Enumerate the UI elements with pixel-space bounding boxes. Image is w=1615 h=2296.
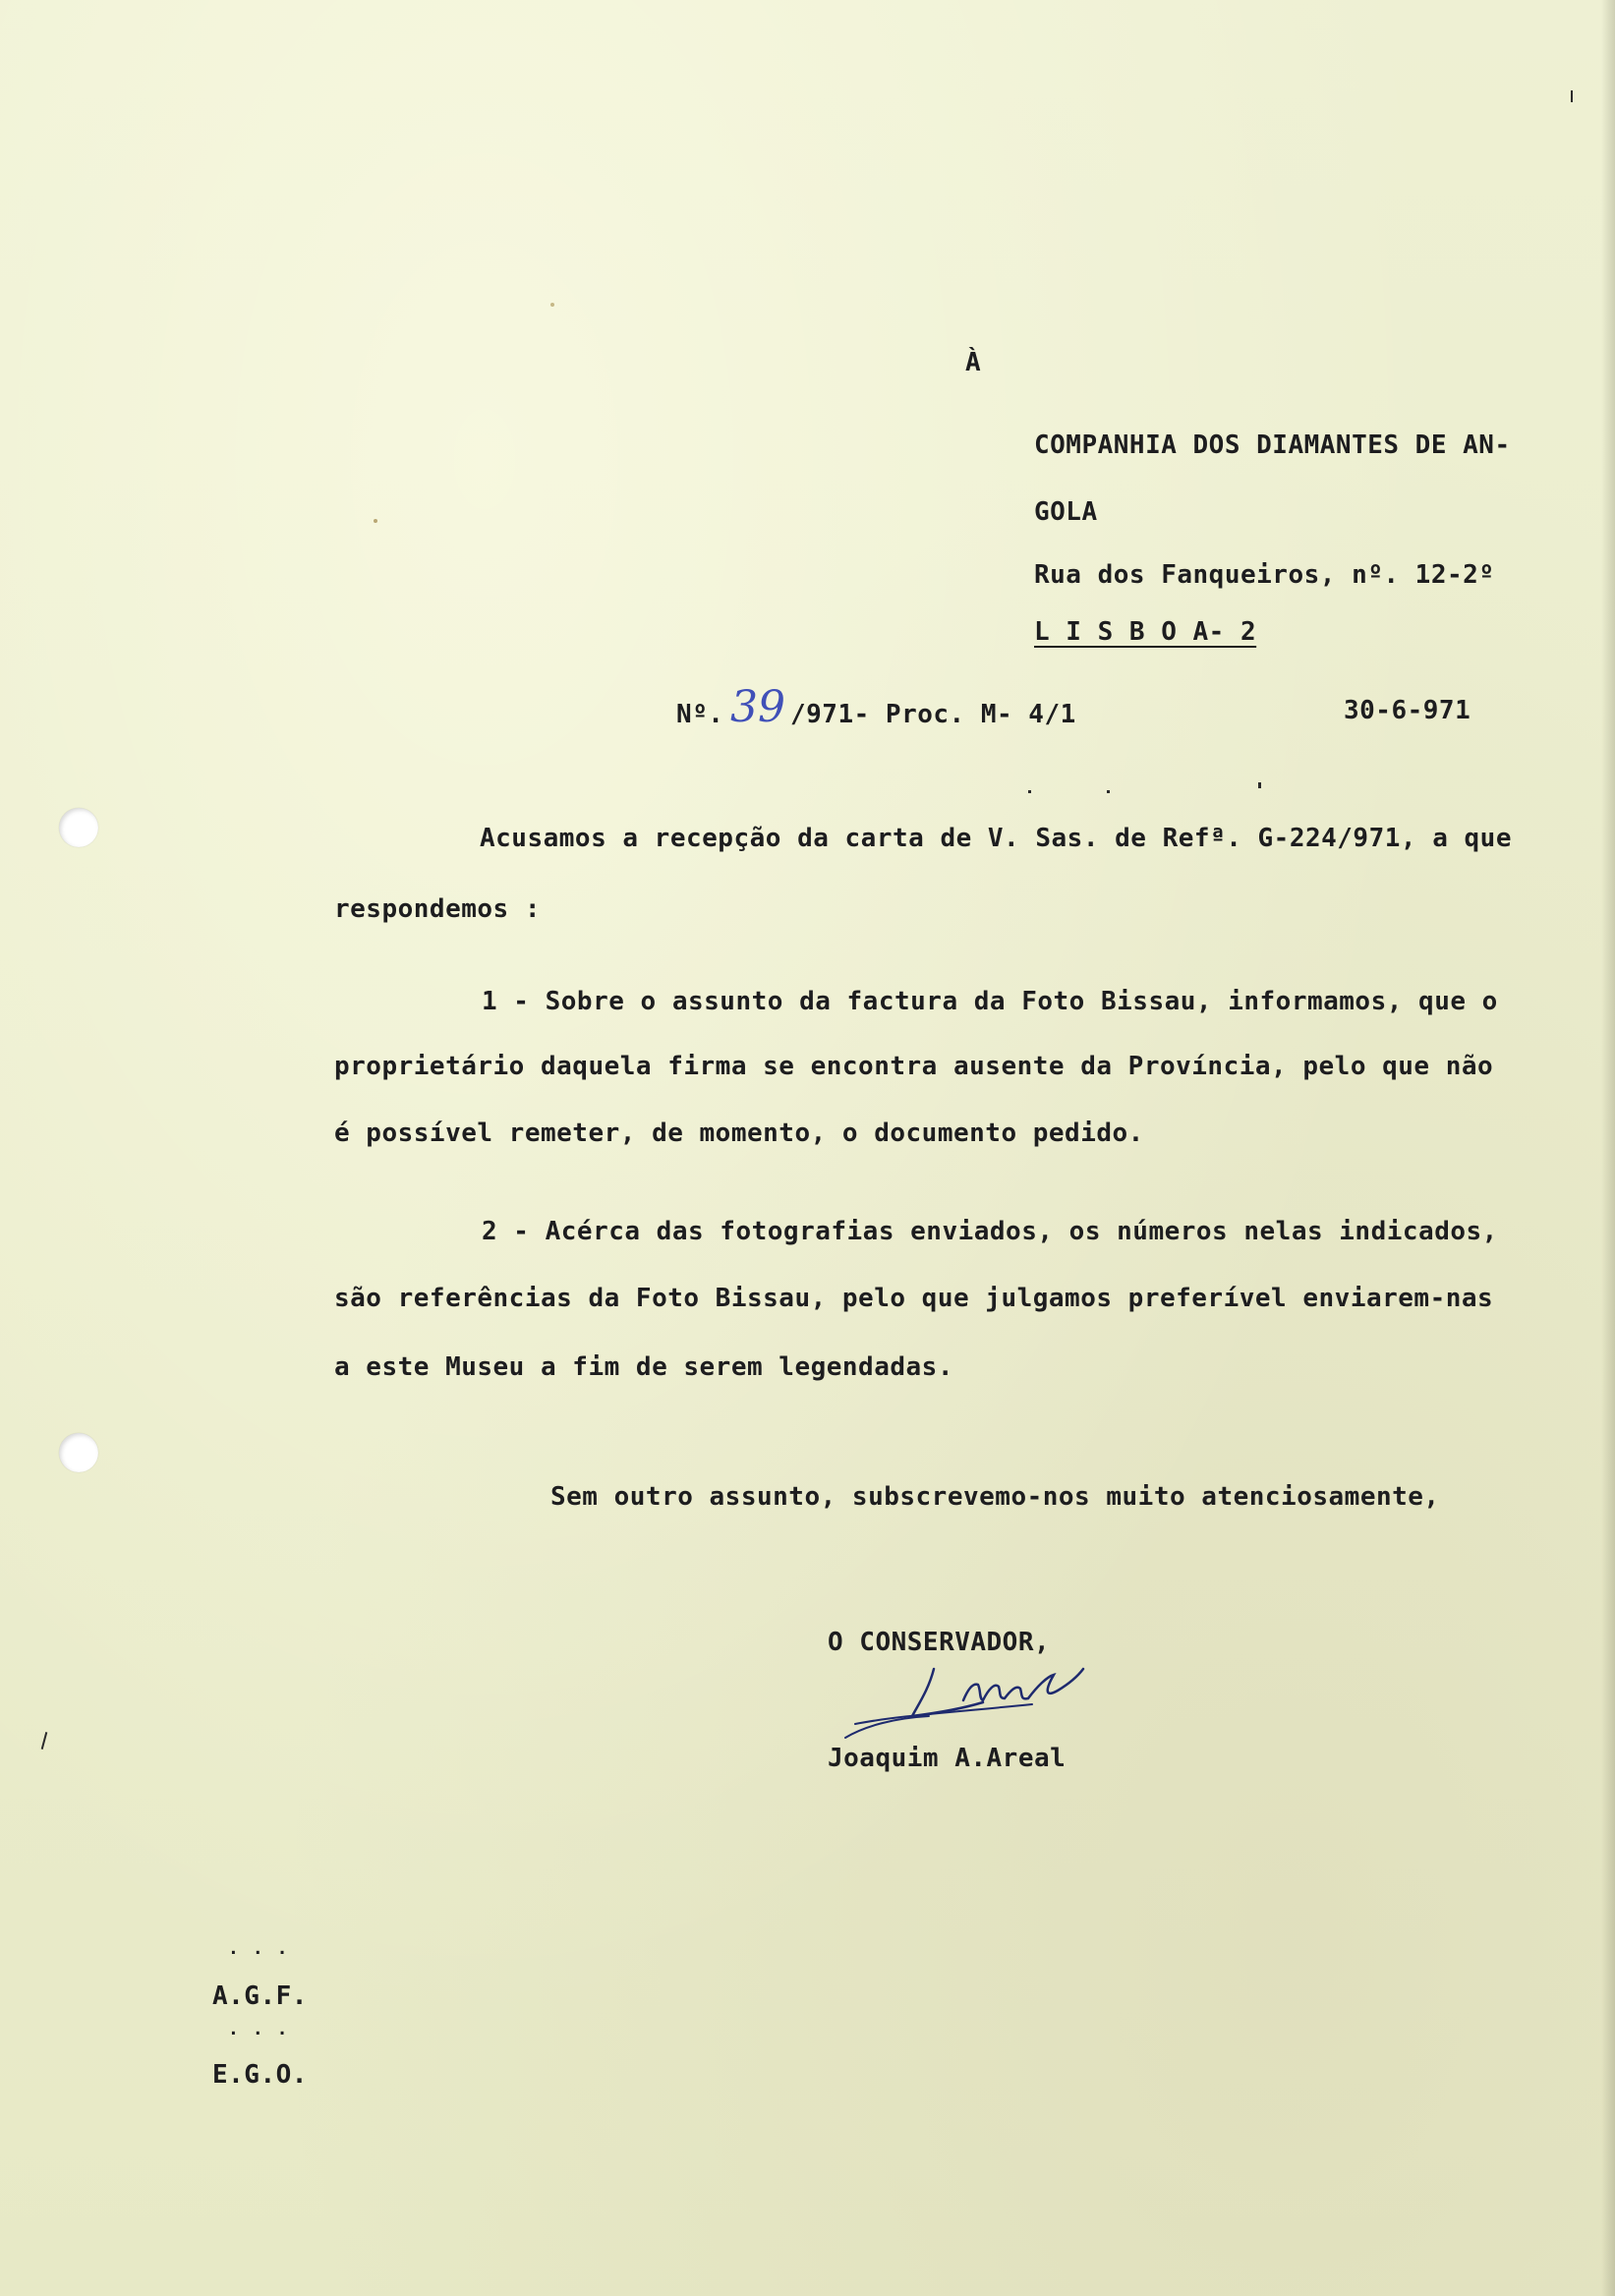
intro-line-2: respondemos : [334,894,541,924]
item-2-line-1: 2 - Acérca das fotografias enviados, os números nelas indicados, [482,1217,1498,1246]
recipient-line-3: Rua dos Fanqueiros, nº. 12-2º [1034,560,1495,590]
letter-date: 30-6-971 [1344,696,1471,725]
item-2-line-3: a este Museu a fim de serem legendadas. [334,1352,953,1382]
initials-line-1: A.G.F. [212,1981,308,2011]
recipient-city: L I S B O A- 2 [1034,617,1257,647]
reference-suffix: /971- Proc. M- 4/1 [790,700,1076,729]
recipient-line-2: GOLA [1034,497,1098,527]
paper-speck [1107,790,1110,793]
paper-speck [374,519,377,523]
initials-line-2: E.G.O. [212,2060,308,2090]
closing-line: Sem outro assunto, subscrevemo-nos muito atenciosamente, [550,1482,1440,1512]
handwritten-signature [836,1639,1121,1748]
paper-speck [1571,90,1573,102]
intro-line-1: Acusamos a recepção da carta de V. Sas. de Refª. G-224/971, a que [480,824,1512,853]
initials-dots-1: ... [228,1938,302,1959]
recipient-line-1: COMPANHIA DOS DIAMANTES DE AN- [1034,430,1511,460]
paper-speck [41,1732,48,1750]
punch-hole-bottom [59,1433,98,1472]
initials-dots-2: ... [228,2019,302,2039]
item-1-line-2: proprietário daquela firma se encontra ausente da Província, pelo que não [334,1052,1494,1081]
signatory-title: O CONSERVADOR, [828,1628,1051,1657]
punch-hole-top [59,808,98,847]
signatory-name: Joaquim A.Areal [828,1744,1067,1773]
paper-speck [550,303,554,307]
reference-prefix: Nº. [676,700,724,729]
item-1-line-3: é possível remeter, de momento, o documento pedido. [334,1119,1144,1148]
item-1-line-1: 1 - Sobre o assunto da factura da Foto Bissau, informamos, que o [482,987,1498,1016]
paper-speck [1028,790,1031,793]
item-2-line-2: são referências da Foto Bissau, pelo que julgamos preferível enviarem-nas [334,1284,1494,1313]
page-edge-shadow [1601,0,1615,2296]
paper-speck [1258,782,1261,788]
handwritten-reference-number: 39 [730,682,785,732]
salutation: À [965,348,982,377]
